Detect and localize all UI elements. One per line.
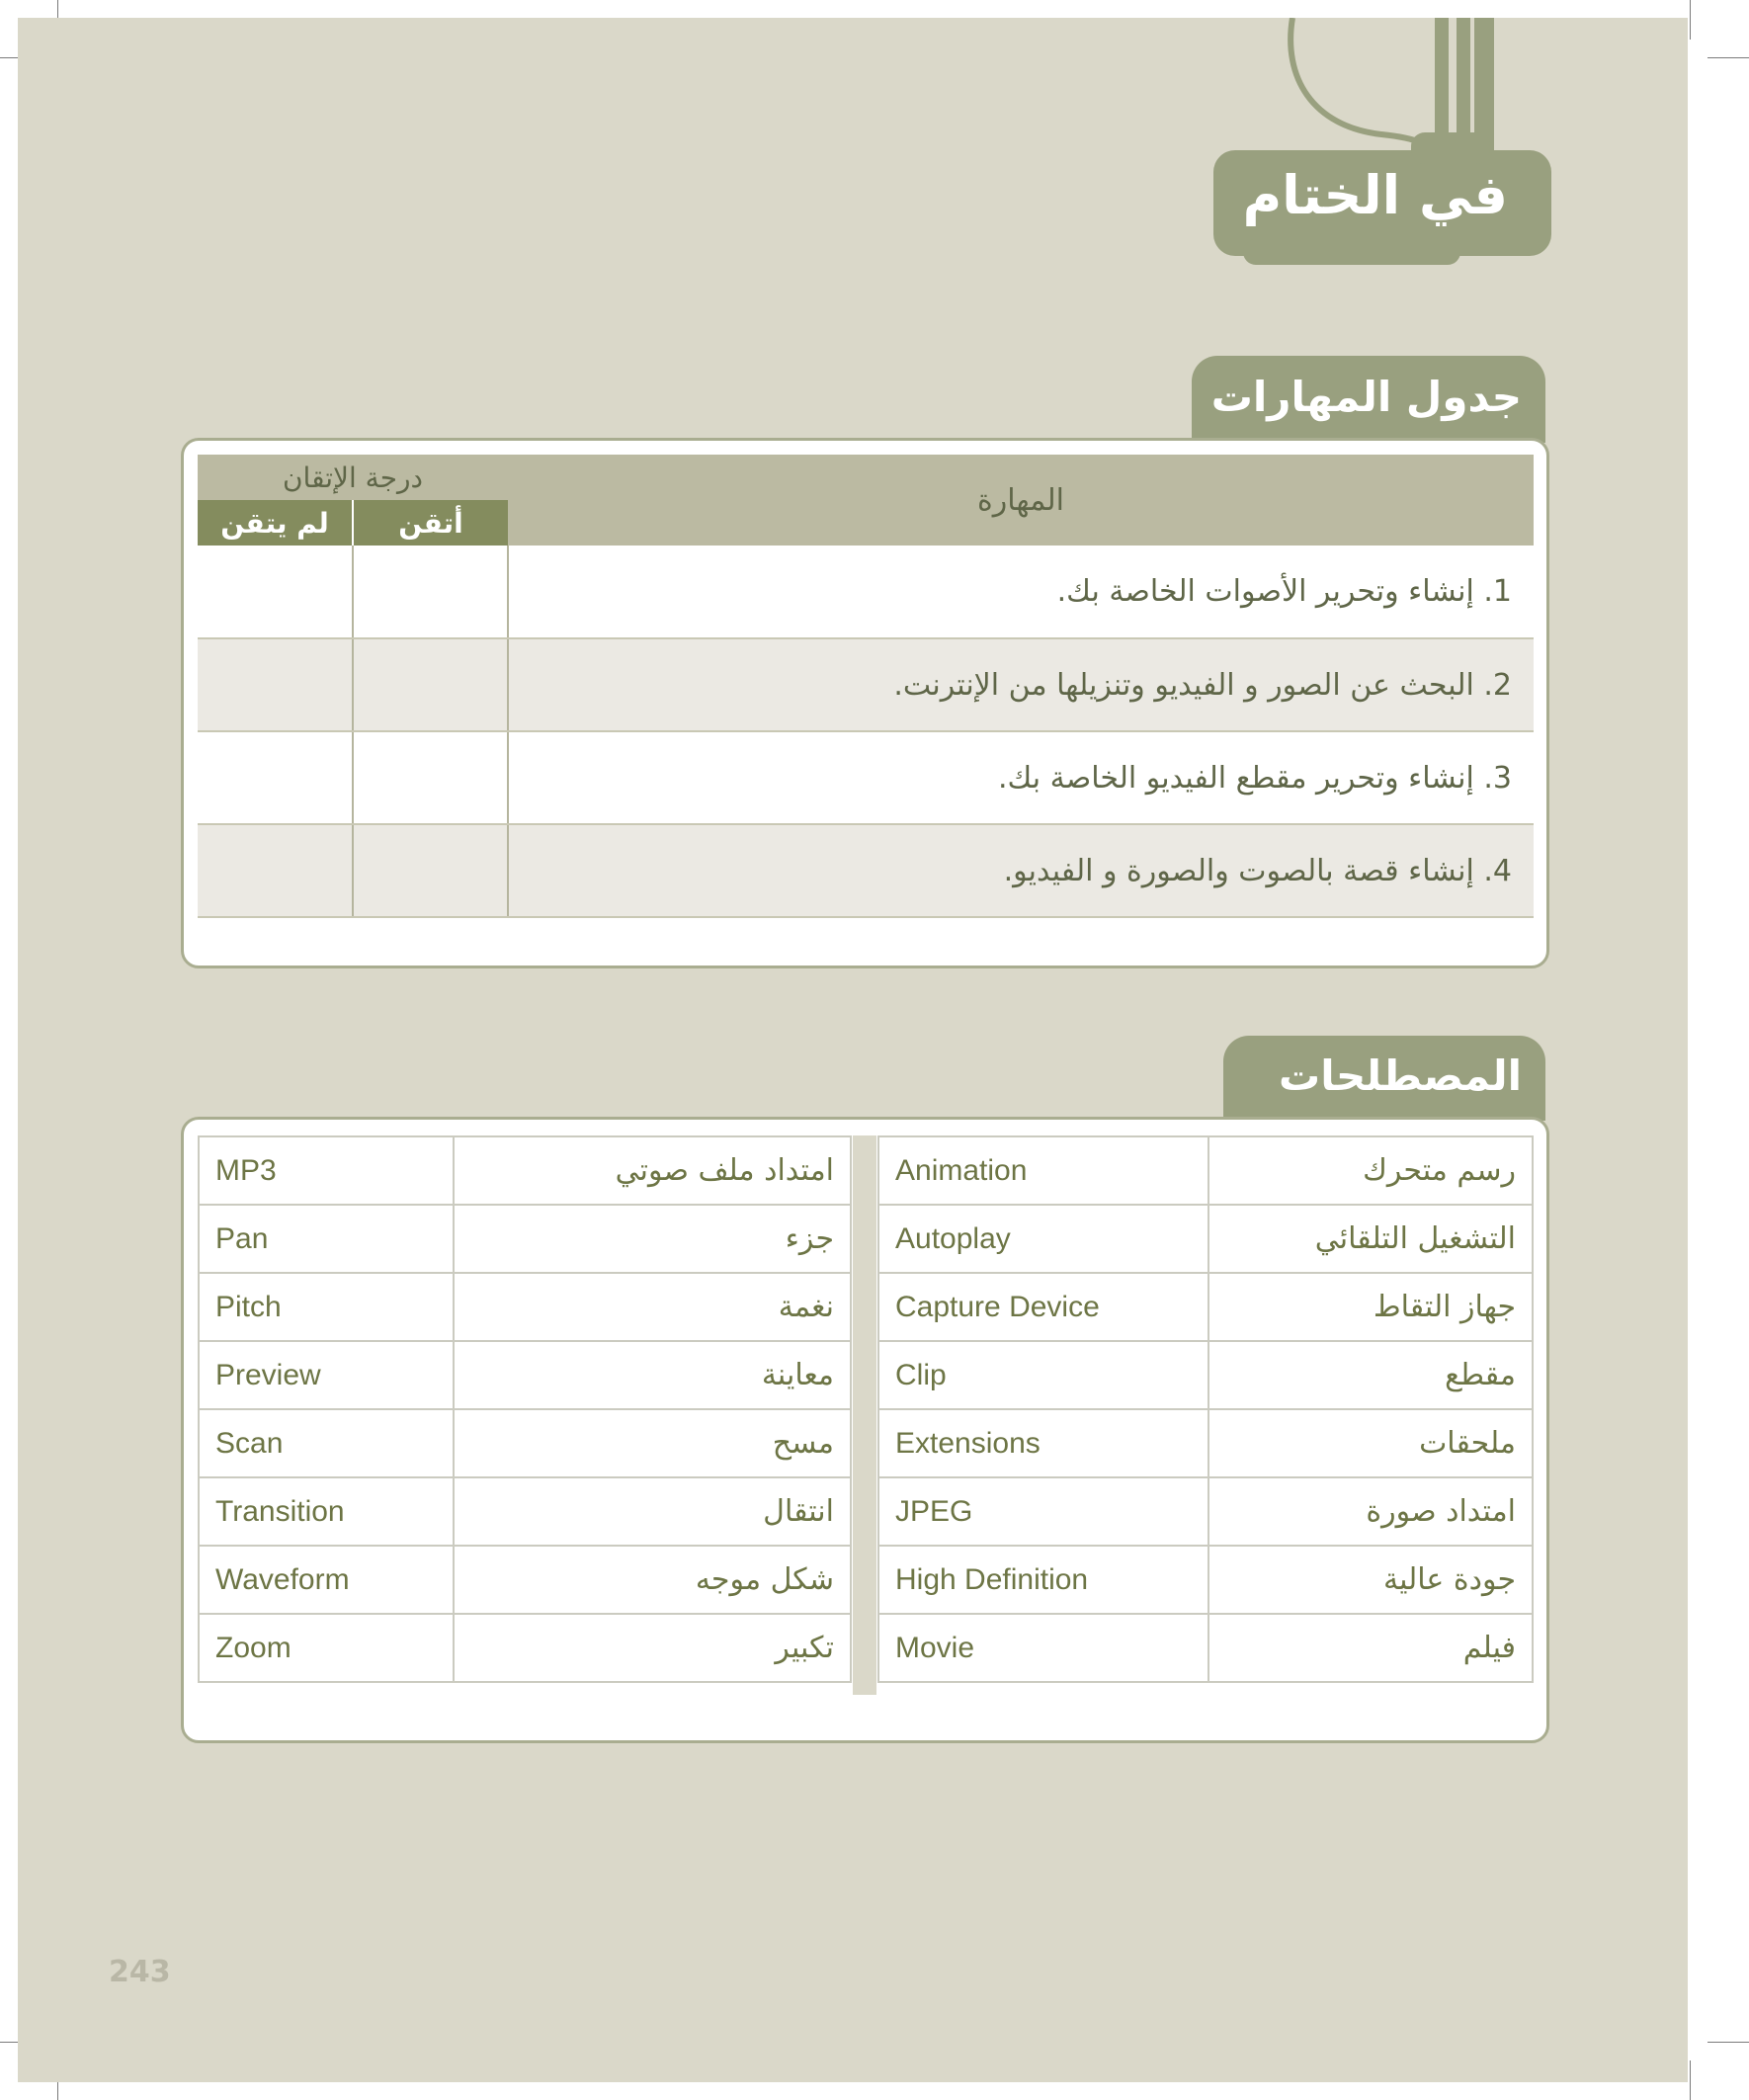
term-ar: مقطع [1208, 1341, 1533, 1409]
term-en: MP3 [199, 1136, 454, 1205]
term-ar: التشغيل التلقائي [1208, 1205, 1533, 1273]
not-masters-checkbox-cell[interactable] [198, 638, 353, 731]
banner-title: في الختام [1242, 164, 1508, 226]
crop-mark [1690, 2060, 1691, 2100]
term-en: Autoplay [878, 1205, 1208, 1273]
term-row [199, 1409, 851, 1477]
banner-knob [1243, 239, 1460, 265]
term-ar: ملحقات [1208, 1409, 1533, 1477]
term-en: High Definition [878, 1546, 1208, 1614]
term-row [878, 1546, 1533, 1614]
term-row [199, 1273, 851, 1341]
skill-text: 1. إنشاء وتحرير الأصوات الخاصة بك. [508, 546, 1534, 638]
skill-row [198, 546, 1534, 638]
crop-mark [1707, 57, 1749, 58]
page [18, 18, 1688, 2082]
crop-mark [1707, 2042, 1749, 2043]
term-ar: امتداد صورة [1208, 1477, 1533, 1546]
term-ar: شكل موجه [454, 1546, 851, 1614]
term-row [878, 1614, 1533, 1682]
skills-table [198, 455, 1534, 918]
not-masters-checkbox-cell[interactable] [198, 731, 353, 824]
term-en: Animation [878, 1136, 1208, 1205]
skill-text: 4. إنشاء قصة بالصوت والصورة و الفيديو. [508, 824, 1534, 917]
skills-header-degree: درجة الإتقان [198, 455, 508, 500]
term-en: Transition [199, 1477, 454, 1546]
skill-text: 3. إنشاء وتحرير مقطع الفيديو الخاصة بك. [508, 731, 1534, 824]
skills-header-not-masters: لم يتقن [198, 500, 353, 546]
skill-text: 2. البحث عن الصور و الفيديو وتنزيلها من الإنترنت. [508, 638, 1534, 731]
masters-checkbox-cell[interactable] [353, 824, 508, 917]
term-en: Scan [199, 1409, 454, 1477]
not-masters-checkbox-cell[interactable] [198, 546, 353, 638]
terms-section-title: المصطلحات [1223, 1036, 1545, 1121]
chapter-banner [1213, 150, 1551, 256]
term-row [878, 1205, 1533, 1273]
banner-knob [1411, 132, 1490, 164]
term-en: Extensions [878, 1409, 1208, 1477]
terms-divider [853, 1135, 876, 1695]
skill-row [198, 731, 1534, 824]
term-ar: فيلم [1208, 1614, 1533, 1682]
term-row [199, 1136, 851, 1205]
skills-header-skill: المهارة [508, 455, 1534, 546]
term-en: JPEG [878, 1477, 1208, 1546]
term-row [878, 1409, 1533, 1477]
not-masters-checkbox-cell[interactable] [198, 824, 353, 917]
term-row [199, 1477, 851, 1546]
term-ar: تكبير [454, 1614, 851, 1682]
term-row [878, 1136, 1533, 1205]
term-row [878, 1477, 1533, 1546]
term-ar: رسم متحرك [1208, 1136, 1533, 1205]
term-en: Capture Device [878, 1273, 1208, 1341]
term-ar: انتقال [454, 1477, 851, 1546]
terms-table-left [198, 1135, 852, 1683]
term-en: Pitch [199, 1273, 454, 1341]
term-ar: جزء [454, 1205, 851, 1273]
term-row [199, 1614, 851, 1682]
page-number: 243 [109, 1955, 171, 1989]
term-en: Movie [878, 1614, 1208, 1682]
skills-section-title: جدول المهارات [1192, 356, 1545, 443]
term-row [199, 1205, 851, 1273]
masters-checkbox-cell[interactable] [353, 731, 508, 824]
term-en: Pan [199, 1205, 454, 1273]
term-en: Clip [878, 1341, 1208, 1409]
term-ar: جهاز التقاط [1208, 1273, 1533, 1341]
term-ar: نغمة [454, 1273, 851, 1341]
masters-checkbox-cell[interactable] [353, 638, 508, 731]
term-ar: معاينة [454, 1341, 851, 1409]
banner-knob [1213, 180, 1233, 210]
term-en: Preview [199, 1341, 454, 1409]
term-ar: مسح [454, 1409, 851, 1477]
skill-row [198, 824, 1534, 917]
masters-checkbox-cell[interactable] [353, 546, 508, 638]
term-en: Waveform [199, 1546, 454, 1614]
crop-mark [1690, 0, 1691, 40]
term-row [199, 1341, 851, 1409]
terms-table-right [877, 1135, 1534, 1683]
skill-row [198, 638, 1534, 731]
term-row [878, 1273, 1533, 1341]
term-ar: امتداد ملف صوتي [454, 1136, 851, 1205]
skills-header-masters: أتقن [353, 500, 508, 546]
term-ar: جودة عالية [1208, 1546, 1533, 1614]
term-row [878, 1341, 1533, 1409]
term-row [199, 1546, 851, 1614]
term-en: Zoom [199, 1614, 454, 1682]
